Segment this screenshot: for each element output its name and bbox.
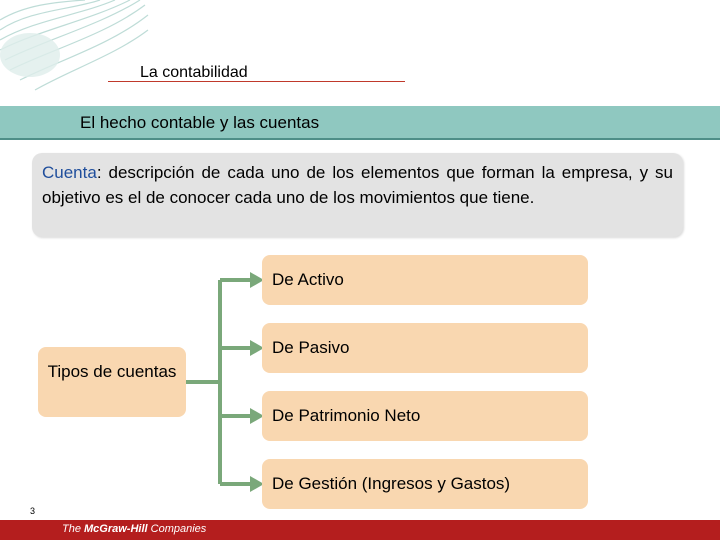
category-activo: De Activo bbox=[262, 255, 588, 305]
page-number: 3 bbox=[30, 506, 36, 516]
publisher-logo: The McGraw-Hill Companies bbox=[62, 523, 207, 535]
account-types-box: Tipos de cuentas bbox=[38, 347, 186, 417]
category-pasivo: De Pasivo bbox=[262, 323, 588, 373]
footer-bar bbox=[0, 520, 720, 540]
section-title: La contabilidad bbox=[140, 64, 248, 81]
category-gestion: De Gestión (Ingresos y Gastos) bbox=[262, 459, 588, 509]
category-patrimonio-neto: De Patrimonio Neto bbox=[262, 391, 588, 441]
slide-title: El hecho contable y las cuentas bbox=[80, 113, 320, 132]
definition-term: Cuenta bbox=[42, 163, 97, 182]
definition-text: : descripción de cada uno de los elementos que forman la empresa, y su objetivo es el de conocer cada uno de los movimientos que tiene. bbox=[42, 163, 673, 207]
